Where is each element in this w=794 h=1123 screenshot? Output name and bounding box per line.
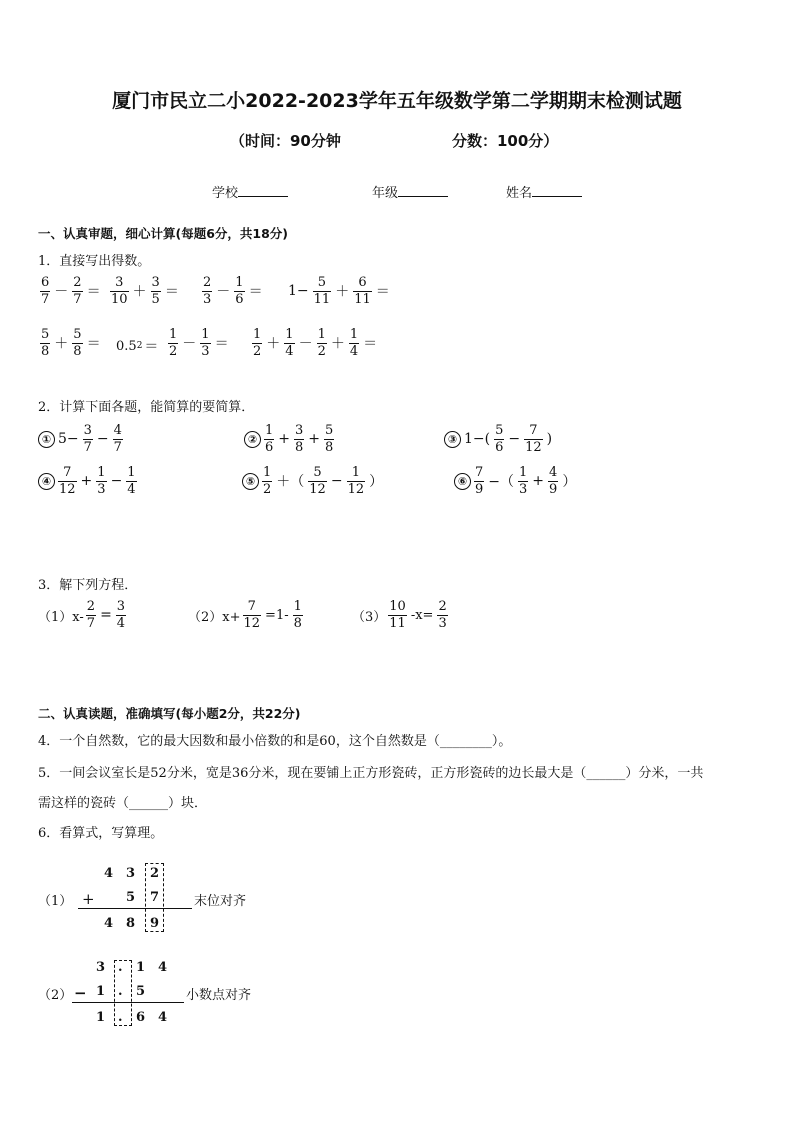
q1-item-d: 1− $\frac{5}{11}$ ＋ 6 11 ＝ (288, 275, 390, 307)
decimal-point: . (118, 960, 123, 975)
grade-label: 年级 (372, 186, 399, 201)
decimal-point: . (118, 1010, 123, 1025)
digit: 8 (126, 916, 136, 931)
fraction: 1 2 (169, 327, 178, 359)
digit: 5 (136, 984, 146, 999)
digit: 1 (96, 984, 106, 999)
q2-item-1: ① 5− $\frac{3}{7}$ − $\frac{4}{7}$ (38, 424, 125, 454)
minus-sign: − (74, 984, 87, 1002)
fraction: 1 4 (349, 327, 359, 359)
name-blank[interactable] (532, 184, 582, 197)
grade-field[interactable] (372, 182, 448, 201)
calc-1-label: （1） (38, 894, 73, 909)
q2-item-5: ⑤ 1 2 ＋（ 5 12 − $\frac{1}{12}$ ） (242, 466, 385, 496)
item-number-badge: ⑤ (242, 473, 259, 490)
q1-item-a: 6 7 － 2 7 ＝ (41, 275, 101, 307)
q3-equation-2: （2）x+ $\frac{7}{12}$ =1- 1 8 (188, 599, 302, 631)
school-blank[interactable] (238, 184, 288, 197)
q1-item-e: 5 8 ＋ 5 8 ＝ (41, 327, 101, 359)
fraction: 5 8 (41, 327, 50, 359)
q2-item-3: ③ 1−( 5 6 − $\frac{7}{12}$ ) (444, 424, 554, 454)
question-5-line-1: 5．一间会议室长是52分米，宽是36分米，现在要铺上正方形瓷砖，正方形瓷砖的边长最大是（______）分米，一共 (38, 766, 704, 781)
fraction: 1 6 (235, 275, 244, 307)
fraction: 6 7 (41, 275, 50, 307)
name-label: 姓名 (506, 186, 533, 201)
item-number-badge: ⑥ (454, 473, 471, 490)
section-2-heading: 二、认真读题，准确填写(每小题2分，共22分) (38, 706, 301, 721)
plus-sign: + (82, 890, 95, 908)
calc-2-note: 小数点对齐 (186, 988, 252, 1003)
digit: 4 (158, 960, 168, 975)
fraction: 3 5 (151, 275, 160, 307)
fraction: 5 8 (73, 327, 82, 359)
question-2: 2．计算下面各题，能简算的要简算． (38, 400, 255, 415)
page-title: 厦门市民立二小2022-2023学年五年级数学第二学期期末检测试题 (112, 90, 682, 112)
q1-item-f: 0.5 2 ＝ (116, 338, 159, 355)
decimal-point: . (118, 984, 123, 999)
digit: 3 (96, 960, 106, 975)
name-field[interactable] (506, 182, 582, 201)
fraction: 6 11 (354, 275, 371, 307)
digit: 4 (104, 866, 114, 881)
calc-2-label: （2） (38, 988, 73, 1003)
question-3: 3．解下列方程． (38, 578, 138, 593)
alignment-highlight-box (114, 960, 132, 1026)
fraction: 1 4 (285, 327, 294, 359)
fraction: 1 2 (253, 327, 262, 359)
q1-item-b: 3 10 ＋ 3 5 ＝ (111, 275, 179, 307)
question-1: 1．直接写出得数。 (38, 254, 151, 269)
item-number-badge: ② (244, 431, 261, 448)
fraction: 3 10 (111, 275, 128, 307)
fraction: 2 3 (203, 275, 212, 307)
digit: 4 (158, 1010, 168, 1025)
q1-item-h: 1 2 ＋ 1 4 － 1 2 ＋ 1 4 ＝ (253, 327, 378, 359)
q2-item-2: ② 1 6 + $\frac{3}{8}$ + $\frac{5}{8}$ (244, 424, 336, 454)
fraction: 1 2 (317, 327, 326, 359)
alignment-highlight-box (145, 863, 164, 932)
time-label: （时间：90分钟 (230, 132, 341, 150)
digit: 2 (150, 866, 160, 881)
q3-equation-1: （1）x- $\frac{2}{7}$ = $\frac{3}{4}$ (38, 599, 126, 631)
sum-line (78, 908, 192, 909)
question-6: 6．看算式，写算理。 (38, 826, 164, 841)
q1-item-c: 2 3 － 1 6 ＝ (203, 275, 263, 307)
question-4: 4．一个自然数，它的最大因数和最小倍数的和是60，这个自然数是（________）。 (38, 734, 512, 749)
q2-item-4: ④ 7 12 + $\frac{1}{3}$ − $\frac{1}{4}$ (38, 466, 139, 496)
q1-item-g: 1 2 － 1 3 ＝ (169, 327, 229, 359)
grade-blank[interactable] (398, 184, 448, 197)
q2-item-6: ⑥ 7 9 −（ 1 3 + $\frac{4}{9}$ ） (454, 466, 578, 496)
item-number-badge: ③ (444, 431, 461, 448)
question-5-line-2: 需这样的瓷砖（______）块． (38, 796, 208, 811)
digit: 7 (150, 890, 160, 905)
digit: 6 (136, 1010, 146, 1025)
digit: 5 (126, 890, 136, 905)
digit: 1 (136, 960, 146, 975)
digit: 3 (126, 866, 136, 881)
school-field[interactable] (212, 182, 288, 201)
score-label: 分数：100分） (452, 132, 559, 150)
digit: 4 (104, 916, 114, 931)
calc-1-note: 末位对齐 (194, 894, 247, 909)
fraction: 1 3 (201, 327, 210, 359)
digit: 9 (150, 916, 160, 931)
q3-equation-3: （3） 10 11 -x= $\frac{2}{3}$ (352, 599, 447, 631)
item-number-badge: ④ (38, 473, 55, 490)
fraction: $\frac{5}{11}$ (313, 275, 331, 307)
item-number-badge: ① (38, 431, 55, 448)
fraction: 2 7 (73, 275, 82, 307)
digit: 1 (96, 1010, 106, 1025)
section-1-heading: 一、认真审题，细心计算(每题6分，共18分) (38, 226, 289, 241)
school-label: 学校 (212, 186, 239, 201)
